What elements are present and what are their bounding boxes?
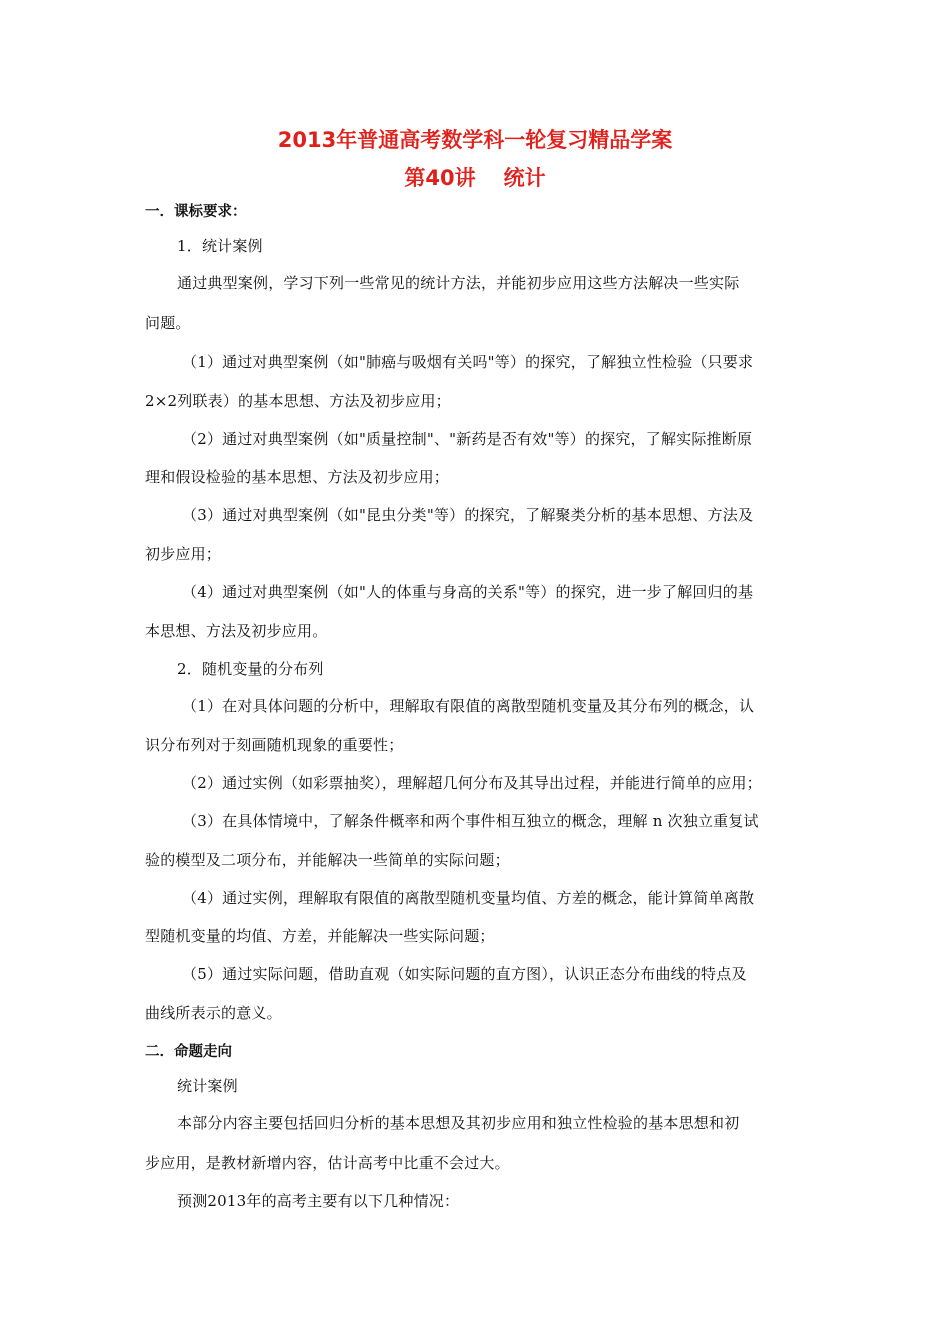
paragraph-line: （2）通过对典型案例（如"质量控制"、"新药是否有效"等）的探究，了解实际推断原 <box>182 430 753 448</box>
paragraph-line: 识分布列对于刻画随机现象的重要性； <box>145 736 404 754</box>
paragraph-line: （4）通过对典型案例（如"人的体重与身高的关系"等）的探究，进一步了解回归的基 <box>182 583 754 601</box>
lecture-topic: 统计 <box>503 166 546 190</box>
paragraph-line: （5）通过实际问题，借助直观（如实际问题的直方图），认识正态分布曲线的特点及 <box>182 965 747 983</box>
paragraph-line: （4）通过实例，理解取有限值的离散型随机变量均值、方差的概念，能计算简单离散 <box>182 889 755 907</box>
paragraph-line: （2）通过实例（如彩票抽奖），理解超几何分布及其导出过程，并能进行简单的应用； <box>182 774 762 792</box>
item-heading-statistics-cases: 1．统计案例 <box>177 237 263 255</box>
paragraph-line: 2×2列联表）的基本思想、方法及初步应用； <box>145 392 451 410</box>
document-title: 2013年普通高考数学科一轮复习精品学案 <box>277 128 673 152</box>
paragraph-line: 理和假设检验的基本思想、方法及初步应用； <box>145 468 450 486</box>
paragraph-line: 通过典型案例，学习下列一些常见的统计方法，并能初步应用这些方法解决一些实际 <box>177 274 740 292</box>
paragraph-line: 验的模型及二项分布，并能解决一些简单的实际问题； <box>145 851 510 869</box>
paragraph-line: 初步应用； <box>145 545 222 563</box>
paragraph-line: 预测2013年的高考主要有以下几种情况： <box>177 1192 460 1210</box>
paragraph-line: 曲线所表示的意义。 <box>145 1004 282 1022</box>
paragraph-line: 型随机变量的均值、方差，并能解决一些实际问题； <box>145 927 495 945</box>
paragraph-line: （1）通过对典型案例（如"肺癌与吸烟有关吗"等）的探究，了解独立性检验（只要求 <box>182 353 754 371</box>
subsection-title: 统计案例 <box>177 1077 238 1095</box>
paragraph-line: 本思想、方法及初步应用。 <box>145 622 328 640</box>
lecture-title <box>0 162 950 192</box>
paragraph-line: 问题。 <box>145 314 191 332</box>
paragraph-line: 本部分内容主要包括回归分析的基本思想及其初步应用和独立性检验的基本思想和初 <box>177 1114 740 1132</box>
lecture-number: 第40讲 <box>404 166 476 190</box>
section-heading-trends: 二．命题走向 <box>145 1044 232 1060</box>
paragraph-line: （1）在对具体问题的分析中，理解取有限值的离散型随机变量及其分布列的概念，认 <box>182 697 755 715</box>
item-heading-distribution: 2．随机变量的分布列 <box>177 660 324 678</box>
paragraph-line: 步应用，是教材新增内容，估计高考中比重不会过大。 <box>145 1154 510 1172</box>
section-heading-curriculum: 一．课标要求： <box>145 204 247 220</box>
paragraph-line: （3）通过对典型案例（如"昆虫分类"等）的探究，了解聚类分析的基本思想、方法及 <box>182 506 754 524</box>
paragraph-line: （3）在具体情境中，了解条件概率和两个事件相互独立的概念，理解 n 次独立重复试 <box>182 812 759 830</box>
